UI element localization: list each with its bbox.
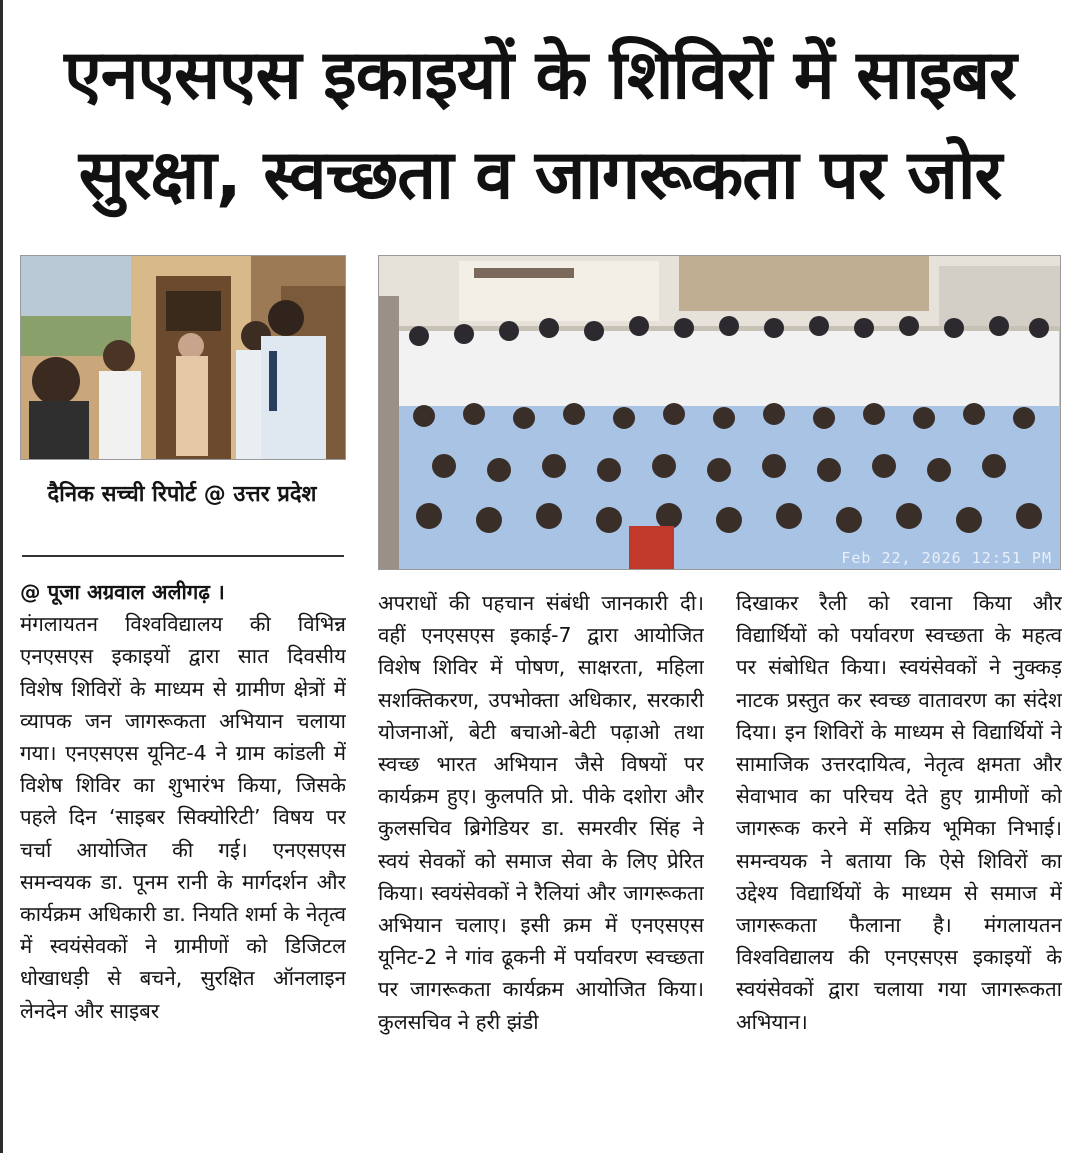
column-1-text: मंगलायतन विश्वविद्यालय की विभिन्न एनएसएस इकाइयों द्वारा सात दिवसीय विशेष शिविरों के माध्यम से ग्रामीण क्षेत्रों में व्यापक जन जागरूकता अभियान चलाया गया। एनएसएस यूनिट-4 ने ग्राम कांडली में विशेष शिविर का शुभारंभ किया, जिसके पहले दिन ‘साइबर सिक्योरिटी’ विषय पर चर्चा आयोजित की गई। एनएसएस समन्वयक डा. पूनम रानी के मार्गदर्शन और कार्यक्रम अधिकारी डा. नियति शर्मा के नेतृत्व में स्वयंसेवकों ने ग्रामीणों को डिजिटल धोखाधड़ी से बचने, सुरक्षित ऑनलाइन लेनदेन और साइबर [20, 612, 346, 1023]
divider [22, 555, 344, 557]
byline: @ पूजा अग्रवाल अलीगढ़ । [20, 580, 225, 604]
headline-line-1: एनएसएस इकाइयों के शिविरों में साइबर [64, 36, 1016, 115]
photo-village-visit [20, 255, 346, 460]
column-3-text: दिखाकर रैली को रवाना किया और विद्यार्थियों को पर्यावरण स्वच्छता के महत्व पर संबोधित किया। स्वयंसेवकों ने नुक्कड़ नाटक प्रस्तुत कर स्वच्छ वातावरण का संदेश दिया। इन शिविरों के माध्यम से विद्यार्थियों ने सामाजिक उत्तरदायित्व, नेतृत्व क्षमता और सेवाभाव का परिचय देते हुए ग्रामीणों को जागरूक करने में सक्रिय भूमिका निभाई। समन्वयक ने बताया कि ऐसे शिविरों का उद्देश्य विद्यार्थियों के माध्यम से समाज में जागरूकता फैलाना है। मंगलायतन विश्वविद्यालय की एनएसएस इकाइयों के स्वयंसेवकों द्वारा चलाया गया जागरूकता अभियान। [736, 591, 1062, 1034]
headline-line-2: सुरक्षा, स्वच्छता व जागरूकता पर जोर [78, 136, 1002, 215]
article-column-2 [378, 587, 704, 1147]
photo-group-students [378, 255, 1061, 570]
photo-timestamp: Feb 22, 2026 12:51 PM [841, 549, 1052, 567]
article-column-1 [20, 576, 346, 1146]
article-column-3 [736, 587, 1062, 1147]
column-2-text: अपराधों की पहचान संबंधी जानकारी दी। वहीं एनएसएस इकाई-7 द्वारा आयोजित विशेष शिविर में पोषण, साक्षरता, महिला सशक्तिकरण, उपभोक्ता अधिकार, सरकारी योजनाओं, बेटी बचाओ-बेटी पढ़ाओ तथा स्वच्छ भारत अभियान जैसे विषयों पर कार्यक्रम हुए। कुलपति प्रो. पीके दशोरा और कुलसचिव ब्रिगेडियर डा. समरवीर सिंह ने स्वयं सेवकों को समाज सेवा के लिए प्रेरित किया। स्वयंसेवकों ने रैलियां और जागरूकता अभियान चलाए। इसी क्रम में एनएसएस यूनिट-2 ने गांव ढूकनी में पर्यावरण स्वच्छता पर जागरूकता कार्यक्रम आयोजित किया। कुलसचिव ने हरी झंडी [378, 591, 704, 1034]
source-credit: दैनिक सच्ची रिपोर्ट @ उत्तर प्रदेश [47, 482, 317, 507]
